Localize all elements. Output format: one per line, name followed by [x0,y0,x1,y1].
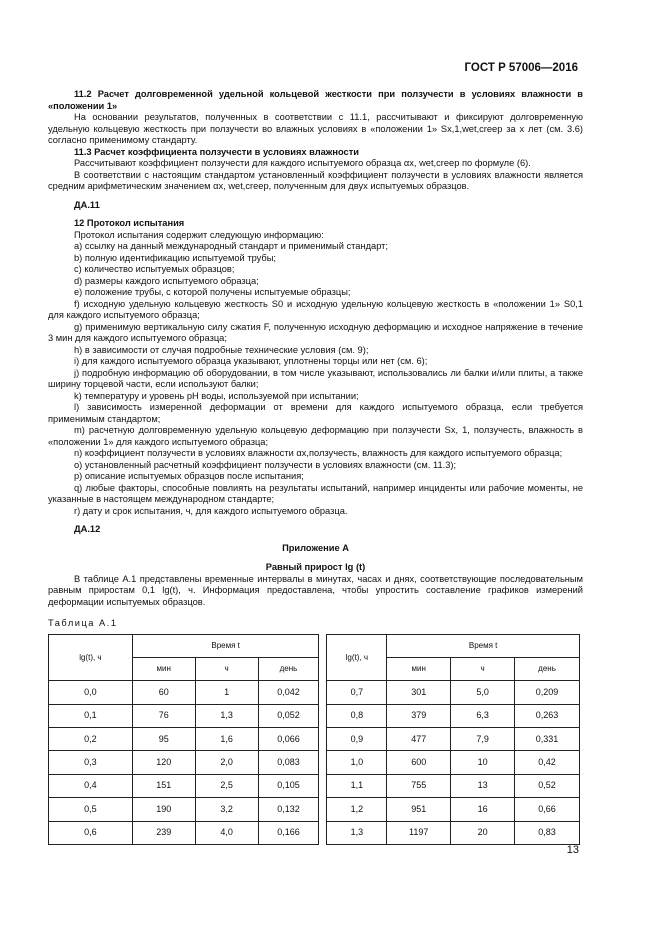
time-increments-table [48,634,580,846]
protocol-item: r) дату и срок испытания, ч, для каждого испытуемого образца. [74,505,348,516]
protocol-item: i) для каждого испытуемого образца указывают, уплотнены торцы или нет (см. 6); [74,356,428,366]
table-cell-lg1: 0,4 [49,774,133,797]
sub-min-left: мин [132,657,195,680]
table-row [49,751,580,774]
protocol-items-list [48,241,583,517]
table-cell-h2: 16 [451,798,515,821]
page-number: 13 [566,844,579,856]
table-cell-m2: 1197 [387,821,451,844]
da11-label: ДА.11 [74,199,100,210]
table-cell-m1: 190 [132,798,195,821]
protocol-item: p) описание испытуемых образцов после испытания; [74,471,304,481]
table-cell-lg1: 0,5 [49,798,133,821]
table-cell-m2: 477 [387,728,451,751]
table-cell-h1: 4,0 [195,821,258,844]
section-11-3-para-2: В соответствии с настоящим стандартом установленный коэффициент ползучести в условиях влажности является средним арифметическим значением αx, wet,creep, полученным для двух испытуемых образцов. [48,169,583,191]
table-cell-lg1: 0,3 [49,751,133,774]
table-cell-m2: 755 [387,774,451,797]
section-11-2-text: На основании результатов, полученных в соответствии с 11.1, рассчитывают и фиксируют долговременную удельную кольцевую жесткость при ползучести во влажных условиях в «положении 1» Sx,1,wet,creep за x лет (см. 3.6) согласно применимому стандарту. [48,112,583,145]
table-header-row-1 [49,634,580,657]
table-cell-m1: 60 [132,681,195,704]
protocol-item: j) подробную информацию об оборудовании, в том числе указывают, использовались ли балки и/или плиты, а также ширину торцевой части, если используют балки; [48,367,583,389]
sub-h-left: ч [195,657,258,680]
protocol-item: q) любые факторы, способные повлиять на результаты испытаний, например инциденты или рабочие моменты, не указанные в настоящем международном стандарте; [48,482,583,504]
table-cell-h2: 7,9 [451,728,515,751]
table-cell-m1: 239 [132,821,195,844]
table-cell-d2: 0,331 [515,728,580,751]
sub-min-right: мин [387,657,451,680]
section-11-3-para-1: Рассчитывают коэффициент ползучести для каждого испытуемого образца αx, wet,creep по формуле (6). [74,158,531,168]
section-11-3-title: 11.3 Расчет коэффициента ползучести в условиях влажности [74,146,359,157]
table-row [49,798,580,821]
table-cell-h1: 1 [195,681,258,704]
protocol-item: c) количество испытуемых образцов; [74,264,235,274]
appendix-text: В таблице А.1 представлены временные интервалы в минутах, часах и днях, соответствующие последовательным равным приростам 0,1 lg(t), ч. Информация предоставлена, чтобы упростить составление графиков измерений деформации испытуемых образцов. [48,573,583,607]
appendix-title: Приложение А [282,542,349,553]
col-time-right: Время t [387,634,580,657]
table-cell-lg1: 0,1 [49,704,133,727]
table-row [49,704,580,727]
col-lg-right: lg(t), ч [327,634,387,681]
table-cell-h1: 2,5 [195,774,258,797]
table-cell-d1: 0,083 [258,751,319,774]
col-time-left: Время t [132,634,319,657]
protocol-item: f) исходную удельную кольцевую жесткость S0 и исходную удельную кольцевую жесткость в «положении 1» S0,1 для каждого испытуемого образца; [48,298,583,320]
table-cell-m2: 951 [387,798,451,821]
sub-day-right: день [515,657,580,680]
table-row [49,821,580,844]
protocol-item: e) положение трубы, с которой получены испытуемые образцы; [74,287,351,297]
table-cell-m2: 379 [387,704,451,727]
table-cell-d1: 0,042 [258,681,319,704]
table-cell-h1: 3,2 [195,798,258,821]
protocol-item: l) зависимость измеренной деформации от времени для каждого испытуемого образца, если требуется применимым стандартом; [48,402,583,424]
section-12-intro: Протокол испытания содержит следующую информацию: [74,229,324,240]
table-cell-h2: 13 [451,774,515,797]
protocol-item: h) в зависимости от случая подробные технические условия (см. 9); [74,344,369,355]
table-cell-h2: 6,3 [451,704,515,727]
table-cell-lg2: 0,9 [327,728,387,751]
table-cell-d1: 0,052 [258,704,319,727]
table-cell-d2: 0,263 [515,704,580,727]
table-gap [319,634,327,845]
sub-h-right: ч [451,657,515,680]
table-cell-h2: 20 [451,821,515,844]
protocol-item: o) установленный расчетный коэффициент ползучести в условиях влажности (см. 11.3); [74,459,457,470]
table-cell-d2: 0,209 [515,681,580,704]
table-cell-lg2: 1,2 [327,798,387,821]
table-cell-lg2: 0,7 [327,681,387,704]
table-cell-m2: 600 [387,751,451,774]
table-cell-d1: 0,132 [258,798,319,821]
table-cell-lg2: 1,3 [327,821,387,844]
table-cell-lg1: 0,6 [49,821,133,844]
table-cell-d2: 0,52 [515,774,580,797]
table-cell-d2: 0,42 [515,751,580,774]
table-cell-h1: 1,3 [195,704,258,727]
table-cell-m1: 151 [132,774,195,797]
da12-label: ДА.12 [74,524,101,534]
document-body [48,89,583,845]
table-cell-h2: 5,0 [451,681,515,704]
section-11-2-title: 11.2 Расчет долговременной удельной кольцевой жесткости при ползучести в условиях влажности в «положении 1» [48,89,583,111]
table-row [49,681,580,704]
table-cell-d2: 0,83 [515,821,580,844]
standard-header: ГОСТ Р 57006—2016 [464,62,578,74]
table-cell-m1: 76 [132,704,195,727]
protocol-item: a) ссылку на данный международный стандарт и применимый стандарт; [74,241,389,251]
section-12-title: 12 Протокол испытания [74,218,185,228]
protocol-item: m) расчетную долговременную удельную кольцевую деформацию при ползучести Sx, 1, ползучесть, влажность в «положении 1» для каждого испытуемого образца; [48,425,583,447]
table-row [49,728,580,751]
table-cell-h1: 1,6 [195,728,258,751]
table-cell-lg2: 1,1 [327,774,387,797]
protocol-item: g) применимую вертикальную силу сжатия F, полученную исходную деформацию и исходное напряжение в течение 3 мин для каждого испытуемого образца; [48,321,583,343]
table-row [49,774,580,797]
table-cell-m1: 95 [132,728,195,751]
col-lg-left: lg(t), ч [49,634,133,681]
table-cell-h1: 2,0 [195,751,258,774]
table-cell-d1: 0,066 [258,728,319,751]
table-cell-d1: 0,166 [258,821,319,844]
protocol-item: k) температуру и уровень pH воды, используемой при испытании; [74,390,359,401]
table-cell-d2: 0,66 [515,798,580,821]
protocol-item: b) полную идентификацию испытуемой трубы; [74,252,276,263]
table-cell-lg2: 1,0 [327,751,387,774]
table-cell-d1: 0,105 [258,774,319,797]
table-cell-lg1: 0,0 [49,681,133,704]
appendix-subtitle: Равный прирост lg (t) [265,562,366,572]
table-cell-lg2: 0,8 [327,704,387,727]
protocol-item: d) размеры каждого испытуемого образца; [74,275,259,286]
sub-day-left: день [258,657,319,680]
table-cell-m1: 120 [132,751,195,774]
table-cell-m2: 301 [387,681,451,704]
table-cell-lg1: 0,2 [49,728,133,751]
table-caption: Таблица А.1 [48,618,118,628]
table-cell-h2: 10 [451,751,515,774]
protocol-item: n) коэффициент ползучести в условиях влажности αx,ползучесть, влажность для каждого испытуемого образца; [74,448,563,458]
